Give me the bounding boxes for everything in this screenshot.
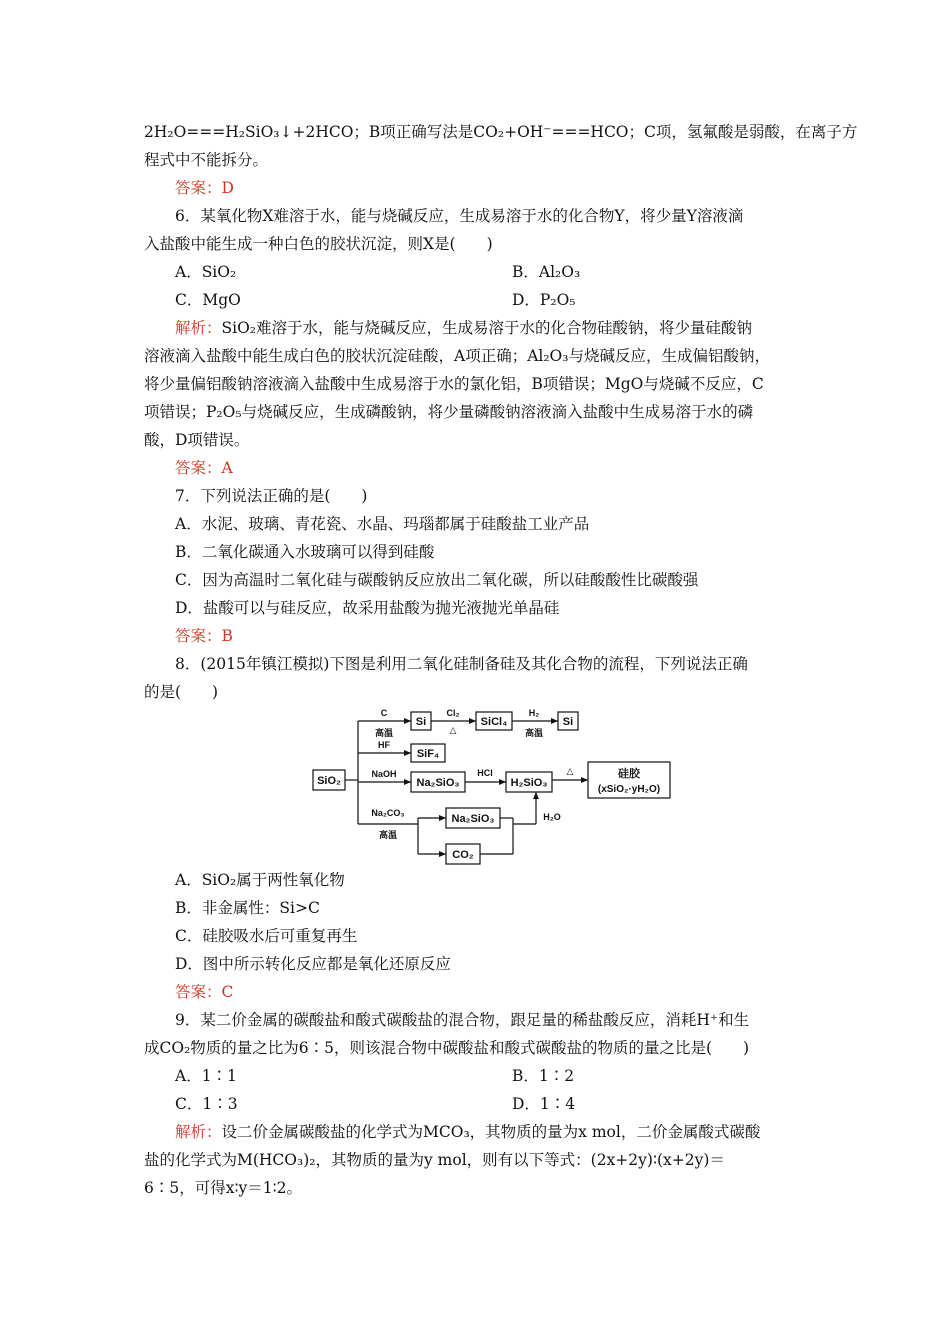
condition-label: 高温	[524, 728, 544, 738]
explanation-text: 设二价金属碳酸盐的化学式为MCO₃，其物质的量为x mol，二价金属酸式碳酸	[221, 1123, 761, 1141]
answer-8: 答案：C	[175, 983, 234, 1001]
option-d: D．1∶4	[512, 1095, 576, 1113]
reagent-label: Na₂CO₃	[371, 808, 405, 818]
text-line: 溶液滴入盐酸中能生成白色的胶状沉淀硅酸，A项正确；Al₂O₃与烧碱反应，生成偏铝酸钠，	[144, 347, 770, 365]
gel-title: 硅胶	[618, 768, 640, 780]
h2sio3-label: H₂SiO₃	[510, 777, 548, 789]
question-6: 6．某氧化物X难溶于水，能与烧碱反应，生成易溶于水的化合物Y，将少量Y溶液滴	[175, 207, 744, 225]
option-b: B．Al₂O₃	[512, 263, 581, 281]
text-line: 酸，D项错误。	[144, 431, 250, 449]
reagent-label: HCl	[477, 768, 493, 778]
option-c: C．因为高温时二氧化硅与碳酸钠反应放出二氧化碳，所以硅酸酸性比碳酸强	[175, 571, 699, 589]
si-label: Si	[415, 716, 427, 728]
condition-label: 高温	[374, 728, 394, 738]
reagent-label: Cl₂	[446, 708, 460, 718]
option-a: A．SiO₂	[175, 263, 237, 281]
option-c: C．硅胶吸水后可重复再生	[175, 927, 358, 945]
text-line: 6∶5，可得x∶y＝1∶2。	[144, 1179, 303, 1197]
answer-6: 答案：A	[175, 459, 233, 477]
condition-label: △	[566, 766, 574, 776]
question-9-cont: 成CO₂物质的量之比为6∶5，则该混合物中碳酸盐和酸式碳酸盐的物质的量之比是( )	[144, 1039, 750, 1057]
option-d: D．盐酸可以与硅反应，故采用盐酸为抛光液抛光单晶硅	[175, 599, 560, 617]
text-line: 将少量偏铝酸钠溶液滴入盐酸中生成易溶于水的氯化铝，B项错误；MgO与烧碱不反应，C	[144, 375, 764, 393]
option-a: A．SiO₂属于两性氧化物	[175, 871, 345, 889]
option-c: C．MgO	[175, 291, 241, 309]
answer-7: 答案：B	[175, 627, 233, 645]
answer-5: 答案：D	[175, 179, 234, 197]
question-7: 7．下列说法正确的是( )	[175, 487, 368, 505]
na2sio3-label: Na₂SiO₃	[451, 813, 495, 825]
co2-label: CO₂	[452, 849, 474, 861]
option-a: A．水泥、玻璃、青花瓷、水晶、玛瑙都属于硅酸盐工业产品	[175, 515, 590, 533]
option-b: B．1∶2	[512, 1067, 575, 1085]
sicl4-label: SiCl₄	[480, 716, 508, 728]
question-6-cont: 入盐酸中能生成一种白色的胶状沉淀，则X是( )	[144, 235, 493, 253]
text-line: 项错误；P₂O₅与烧碱反应，生成磷酸钠，将少量磷酸钠溶液滴入盐酸中生成易溶于水的磷	[144, 403, 754, 421]
text-line: 2H₂O===H₂SiO₃↓+2HCO；B项正确写法是CO₂+OH⁻===HCO；C项，氢氟酸是弱酸，在离子方	[144, 123, 858, 141]
text-line: 程式中不能拆分。	[144, 151, 269, 169]
explanation-text: SiO₂难溶于水，能与烧碱反应，生成易溶于水的化合物硅酸钠，将少量硅酸钠	[221, 319, 753, 337]
sio2-label: SiO₂	[317, 775, 341, 787]
explanation-9	[175, 1122, 760, 1142]
condition-label: △	[449, 725, 457, 735]
explanation-label: 解析：	[175, 1123, 222, 1141]
gel-formula: (xSiO₂·yH₂O)	[597, 784, 661, 795]
si-label: Si	[562, 716, 574, 728]
option-d: D．P₂O₅	[512, 291, 576, 309]
reagent-label: HF	[378, 740, 390, 750]
sif4-label: SiF₄	[416, 748, 440, 760]
flow-diagram	[308, 704, 678, 866]
reagent-label: H₂O	[543, 812, 561, 822]
question-9: 9．某二价金属的碳酸盐和酸式碳酸盐的混合物，跟足量的稀盐酸反应，消耗H⁺和生	[175, 1011, 750, 1029]
reagent-label: H₂	[528, 708, 540, 718]
option-a: A．1∶1	[175, 1067, 237, 1085]
na2sio3-label: Na₂SiO₃	[416, 777, 460, 789]
explanation-label: 解析：	[175, 319, 222, 337]
reagent-label: NaOH	[371, 769, 397, 779]
option-b: B．非金属性：Si>C	[175, 899, 320, 917]
explanation-6	[175, 318, 752, 338]
option-d: D．图中所示转化反应都是氧化还原反应	[175, 955, 451, 973]
reagent-label: C	[380, 708, 388, 718]
option-c: C．1∶3	[175, 1095, 238, 1113]
question-8: 8．(2015年镇江模拟)下图是利用二氧化硅制备硅及其化合物的流程，下列说法正确	[175, 655, 748, 673]
question-8-cont: 的是( )	[144, 683, 219, 701]
option-b: B．二氧化碳通入水玻璃可以得到硅酸	[175, 543, 435, 561]
condition-label: 高温	[378, 830, 398, 840]
text-line: 盐的化学式为M(HCO₃)₂，其物质的量为y mol，则有以下等式：(2x+2y)∶(x+2y)＝	[144, 1151, 725, 1169]
